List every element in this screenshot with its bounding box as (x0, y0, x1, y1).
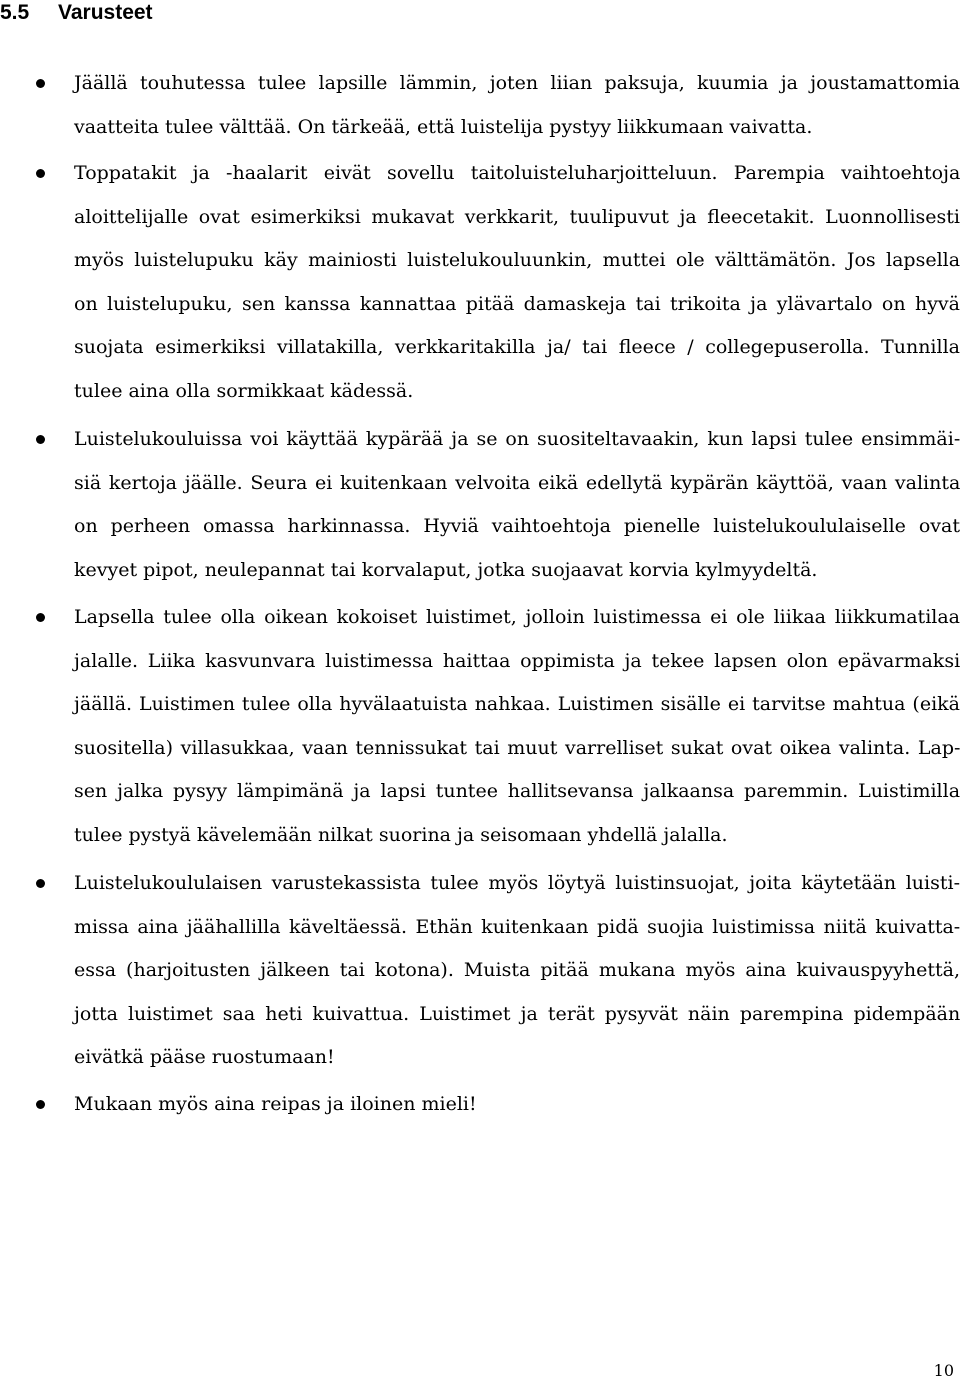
bullet-dot-icon (36, 79, 45, 88)
text-line: missa aina jäähallilla käveltäessä. Ethän kuitenkaan pidä suojia luistimissa niitä kuivatta- (74, 915, 960, 938)
text-line: tulee pystyä kävelemään nilkat suorina ja seisomaan yhdellä jalalla. (74, 823, 728, 846)
text-line: on luistelupuku, sen kanssa kannattaa pitää damaskeja tai trikoita ja ylävartalo on hyvä (74, 292, 960, 315)
text-line: tulee aina olla sormikkaat kädessä. (74, 379, 414, 402)
bullet-item-good-mood (74, 1083, 960, 1127)
text-line: Luistelukoululaisen varustekassista tulee myös löytyä luistinsuojat, joita käytetään luisti- (74, 872, 960, 894)
text-line: Jäällä touhutessa tulee lapsille lämmin, joten liian paksuja, kuumia ja joustamattomia (74, 72, 960, 94)
text-line: on perheen omassa harkinnassa. Hyviä vaihtoehtoja pienelle luistelukoululaiselle ovat (74, 515, 960, 537)
bullet-item-clothing-warmth (74, 62, 960, 149)
text-line: myös luistelupuku käy mainiosti luistelukouluunkin, muttei ole välttämätön. Jos lapsella (74, 249, 960, 271)
text-line: essa (harjoitusten jälkeen tai kotona). Muista pitää mukana myös aina kuivauspyyhettä, (74, 959, 960, 981)
bullet-item-skates (74, 596, 960, 857)
bullet-dot-icon (36, 1100, 45, 1109)
text-line: eivätkä pääse ruostumaan! (74, 1046, 335, 1068)
text-line: Toppatakit ja -haalarit eivät sovellu taitoluisteluharjoitteluun. Parempia vaihtoehtoja (74, 162, 960, 184)
section-number: 5.5 (0, 1, 30, 24)
text-line: kevyet pipot, neulepannat tai korvalaput, jotka suojaavat korvia kylmyydeltä. (74, 558, 818, 581)
bullet-dot-icon (36, 435, 45, 444)
text-line: Lapsella tulee olla oikean kokoiset luistimet, jolloin luistimessa ei ole liikaa liikkumatilaa (74, 606, 960, 628)
page-number: 10 (933, 1361, 954, 1380)
text-line: suositella) villasukkaa, vaan tennissukat tai muut varrelliset sukat ovat oikea valinta. Lap- (74, 736, 960, 759)
section-title: Varusteet (58, 1, 153, 24)
text-line: vaatteita tulee välttää. On tärkeää, että luistelija pystyy liikkumaan vaivatta. (74, 115, 813, 138)
text-line: jalalle. Liika kasvunvara luistimessa haittaa oppimista ja tekee lapsen olon epävarmaksi (74, 649, 960, 672)
text-line: jäällä. Luistimen tulee olla hyvälaatuista nahkaa. Luistimen sisälle ei tarvitse mahtua (eikä (74, 693, 960, 715)
text-line: Mukaan myös aina reipas ja iloinen mieli! (74, 1093, 477, 1115)
text-line: Luistelukouluissa voi käyttää kypärää ja se on suositeltavaakin, kun lapsi tulee ensimmäi- (74, 428, 960, 450)
section-heading (0, 1, 153, 25)
text-line: aloittelijalle ovat esimerkiksi mukavat verkkarit, tuulipuvut ja fleecetakit. Luonnollisesti (74, 205, 960, 228)
bullet-item-suitable-clothing (74, 152, 960, 413)
bullet-item-blade-guards (74, 862, 960, 1080)
text-line: sen jalka pysyy lämpimänä ja lapsi tuntee hallitsevansa jalkaansa paremmin. Luistimilla (74, 780, 960, 802)
bullet-dot-icon (36, 169, 45, 178)
text-line: jotta luistimet saa heti kuivattua. Luistimet ja terät pysyvät näin parempina pidempään (74, 1002, 960, 1025)
bullet-dot-icon (36, 613, 45, 622)
bullet-dot-icon (36, 879, 45, 888)
text-line: siä kertoja jäälle. Seura ei kuitenkaan velvoita eikä edellytä kypärän käyttöä, vaan valinta (74, 471, 960, 494)
text-line: suojata esimerkiksi villatakilla, verkkaritakilla ja/ tai fleece / collegepuserolla. Tunnilla (74, 336, 960, 358)
bullet-item-helmet (74, 418, 960, 592)
